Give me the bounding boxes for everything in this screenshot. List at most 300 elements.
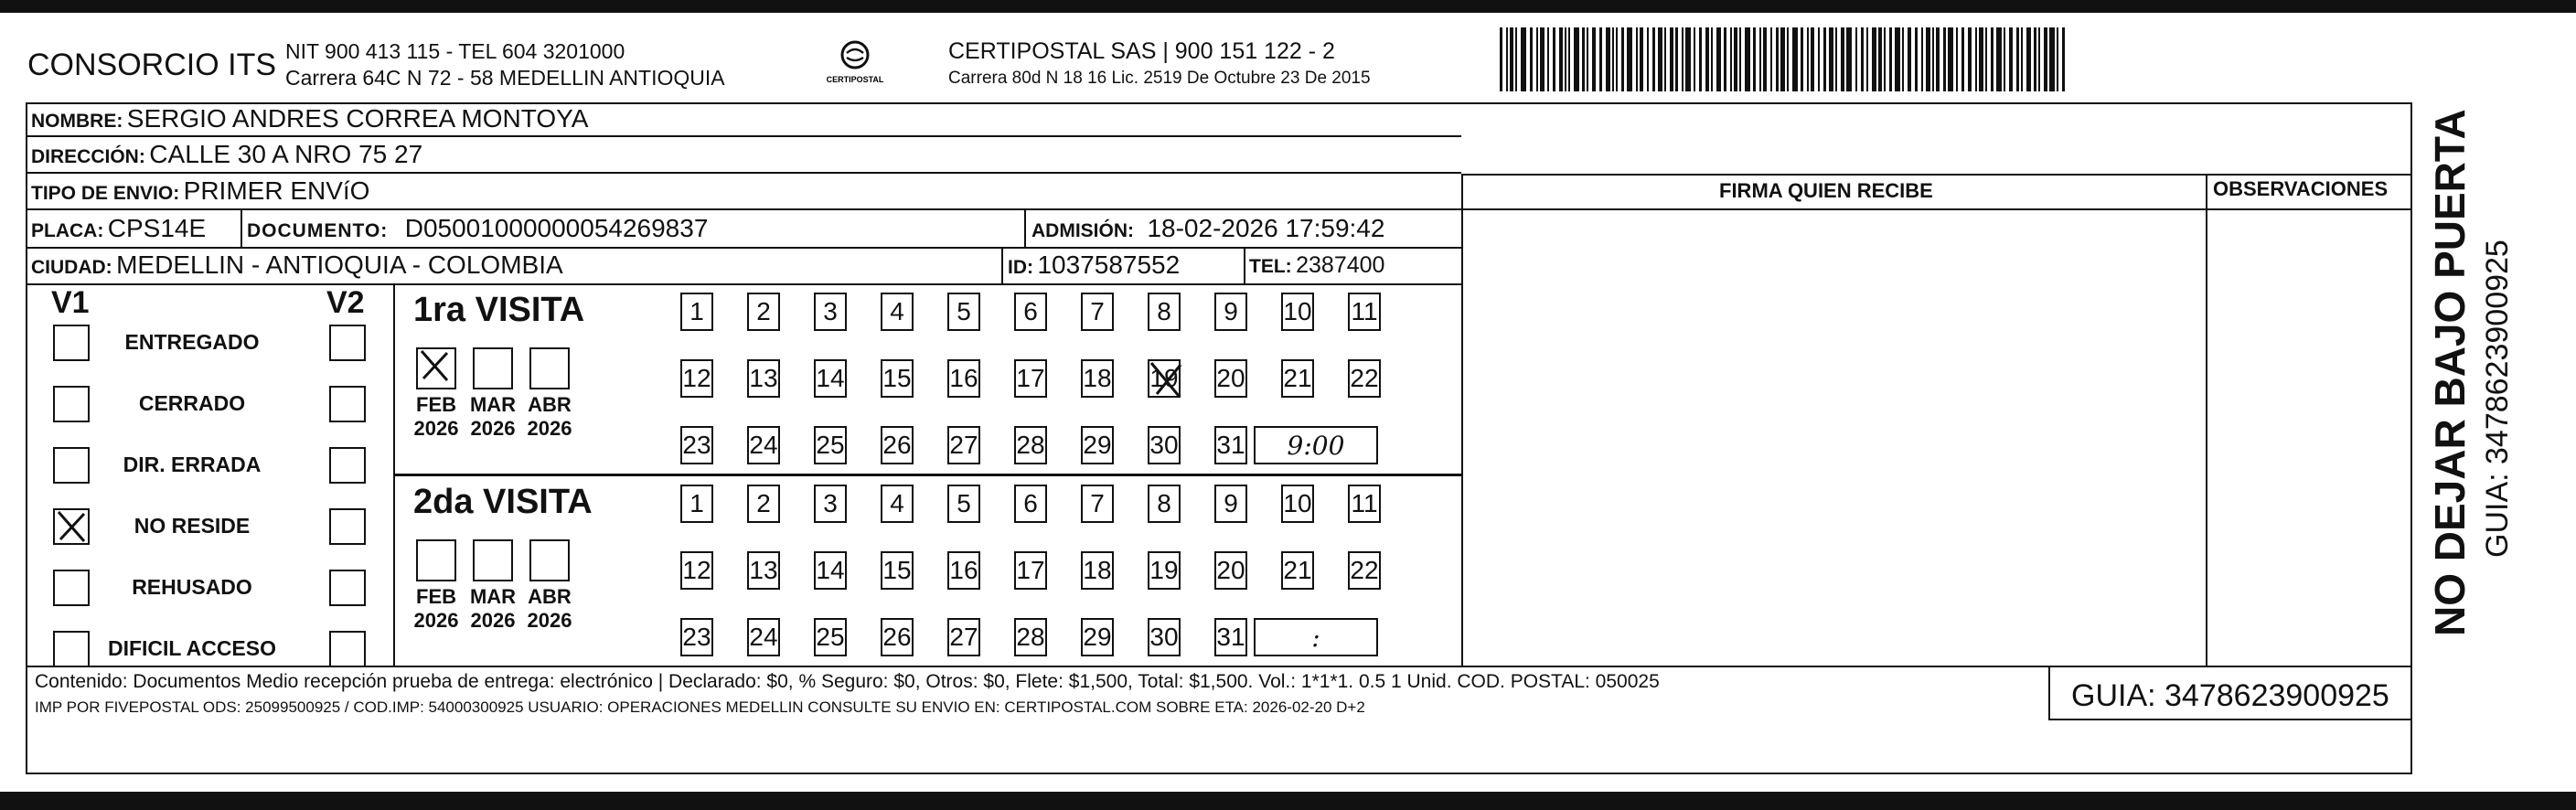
month-checkbox[interactable]: [416, 347, 456, 389]
month-label: [522, 393, 577, 441]
month-name: ABR: [528, 393, 572, 416]
barcode-bar: [1991, 27, 1993, 91]
month-label: [465, 585, 520, 633]
day-number: 17: [1016, 364, 1045, 392]
barcode-bar: [1975, 27, 1977, 91]
barcode-bar: [1664, 27, 1666, 91]
barcode-bar: [1568, 27, 1570, 91]
day-cell[interactable]: [1348, 293, 1381, 331]
v2-checkbox[interactable]: [329, 631, 366, 667]
day-number: 26: [882, 431, 912, 459]
month-label: [409, 585, 464, 633]
barcode-bar: [1699, 27, 1702, 91]
day-cell[interactable]: [1281, 359, 1314, 398]
barcode-bar: [1636, 27, 1638, 91]
ciudad-row: [31, 250, 563, 280]
footer-line-2: IMP POR FIVEPOSTAL ODS: 25099500925 / COD.IMP: 54000300925 USUARIO: OPERACIONES MEDELLIN CONSULTE SU ENVIO EN: CERTIPOSTAL.COM SOBRE ETA: 2026-02-20 D+2: [35, 698, 1365, 716]
day-cell[interactable]: [814, 485, 847, 523]
barcode-bar: [1565, 27, 1566, 91]
barcode-bar: [1616, 27, 1618, 91]
day-cell[interactable]: [814, 293, 847, 331]
day-number: 29: [1083, 431, 1112, 459]
barcode-bar: [1670, 27, 1673, 91]
barcode-bar: [1895, 27, 1900, 91]
barcode-bar: [1647, 27, 1649, 91]
tipo-value: PRIMER ENVíO: [183, 176, 370, 205]
barcode-bar: [1792, 27, 1798, 91]
day-number: 7: [1090, 489, 1105, 517]
barcode-bar: [2021, 27, 2023, 91]
day-cell[interactable]: [1148, 359, 1181, 398]
direccion-row: [31, 140, 422, 169]
carrier-line-2: Carrera 80d N 18 16 Lic. 2519 De Octubre 23 De 2015: [948, 69, 1371, 88]
day-number: 28: [1016, 623, 1045, 651]
carrier-info: [948, 38, 1371, 91]
day-number: 22: [1350, 556, 1379, 584]
day-number: 7: [1090, 297, 1105, 325]
v2-checkbox[interactable]: [329, 508, 366, 545]
day-number: 20: [1216, 556, 1245, 584]
barcode-bar: [1908, 27, 1911, 91]
admision-label: ADMISIÓN:: [1031, 220, 1134, 241]
direccion-label: DIRECCIÓN:: [31, 146, 145, 167]
time-box[interactable]: :: [1254, 618, 1378, 656]
day-cell[interactable]: [947, 359, 980, 398]
v1-header: V1: [51, 285, 90, 320]
month-name: FEB: [416, 585, 456, 608]
day-number: 12: [682, 556, 711, 584]
month-year: 2026: [470, 417, 516, 440]
month-name: MAR: [469, 585, 517, 608]
barcode-bar: [1559, 27, 1563, 91]
barcode-bar: [1734, 27, 1737, 91]
barcode-bar: [1515, 27, 1517, 91]
barcode-bar: [1841, 27, 1844, 91]
day-number: 13: [749, 364, 778, 392]
day-number: 8: [1157, 297, 1171, 325]
ciudad-value: MEDELLIN - ANTIOQUIA - COLOMBIA: [116, 250, 563, 279]
day-number: 1: [689, 297, 704, 325]
barcode-bar: [1547, 27, 1549, 91]
barcode-bar: [1540, 27, 1545, 91]
visit1-title: 1ra VISITA: [413, 291, 585, 329]
placa-value: CPS14E: [107, 214, 207, 242]
barcode-bar: [2004, 27, 2005, 91]
id-value: 1037587552: [1037, 250, 1181, 279]
firma-header: FIRMA QUIEN RECIBE: [1719, 179, 1933, 202]
day-cell[interactable]: [1214, 359, 1247, 398]
day-cell[interactable]: [1281, 485, 1314, 523]
v2-checkbox[interactable]: [329, 325, 366, 361]
barcode-bar: [1500, 27, 1502, 91]
day-number: 29: [1083, 623, 1112, 651]
day-number: 2: [756, 489, 771, 517]
day-cell[interactable]: [1081, 485, 1114, 523]
id-label: ID:: [1008, 257, 1033, 278]
barcode-bar: [1730, 27, 1732, 91]
day-number: 19: [1149, 556, 1179, 584]
v2-checkbox[interactable]: [329, 447, 366, 484]
barcode-bar: [1861, 27, 1864, 91]
day-cell[interactable]: [814, 426, 847, 464]
admision-row: [1031, 214, 1384, 243]
status-label: ENTREGADO: [124, 330, 260, 354]
day-number: 23: [682, 431, 711, 459]
day-cell[interactable]: [881, 618, 914, 656]
day-cell[interactable]: [680, 485, 713, 523]
day-cell[interactable]: [1014, 293, 1047, 331]
bottom-border: [0, 792, 2576, 810]
barcode-bar: [1884, 27, 1886, 91]
day-cell[interactable]: [1148, 551, 1181, 590]
side-guia: GUIA: 3478623900925: [2480, 240, 2515, 558]
day-cell[interactable]: [947, 485, 980, 523]
day-number: 13: [749, 556, 778, 584]
placa-label: PLACA:: [31, 220, 104, 241]
barcode-bar: [1627, 27, 1632, 91]
day-cell[interactable]: [1214, 551, 1247, 590]
day-cell[interactable]: [1214, 293, 1247, 331]
day-number: 9: [1224, 297, 1238, 325]
barcode-bar: [2049, 27, 2055, 91]
logo-text: CERTIPOSTAL: [826, 75, 884, 84]
day-number: 21: [1283, 364, 1312, 392]
day-cell[interactable]: [814, 551, 847, 590]
day-cell[interactable]: [747, 359, 780, 398]
day-cell[interactable]: [1348, 485, 1381, 523]
barcode-bar: [1705, 27, 1709, 91]
day-number: 22: [1350, 364, 1379, 392]
day-number: 18: [1083, 364, 1112, 392]
barcode: [1500, 27, 2231, 91]
day-number: 20: [1216, 364, 1245, 392]
day-number: 30: [1149, 623, 1179, 651]
nombre-value: SERGIO ANDRES CORREA MONTOYA: [126, 104, 589, 133]
barcode-bar: [1599, 27, 1602, 91]
barcode-bar: [2044, 27, 2047, 91]
day-number: 5: [957, 297, 971, 325]
barcode-bar: [1926, 27, 1930, 91]
day-number: 28: [1016, 431, 1045, 459]
nombre-row: [31, 104, 588, 133]
v2-header: V2: [326, 285, 365, 320]
barcode-bar: [1936, 27, 1940, 91]
day-number: 17: [1016, 556, 1045, 584]
day-cell[interactable]: [881, 426, 914, 464]
day-cell[interactable]: [1214, 618, 1247, 656]
barcode-bar: [1961, 27, 1964, 91]
status-label: DIR. ERRADA: [123, 453, 262, 476]
day-number: 31: [1216, 623, 1245, 651]
month-label: [409, 393, 464, 441]
company-line-1: NIT 900 413 115 - TEL 604 3201000: [285, 39, 625, 63]
day-number: 24: [749, 623, 778, 651]
day-number: 6: [1023, 297, 1038, 325]
barcode-bar: [1855, 27, 1857, 91]
day-cell[interactable]: [814, 359, 847, 398]
day-cell[interactable]: [1081, 551, 1114, 590]
barcode-bar: [1818, 27, 1820, 91]
day-number: 23: [682, 623, 711, 651]
barcode-bar: [1753, 27, 1756, 91]
month-year: 2026: [413, 609, 459, 632]
day-number: 6: [1023, 489, 1038, 517]
barcode-bar: [1621, 27, 1624, 91]
barcode-bar: [2057, 27, 2058, 91]
barcode-bar: [1979, 27, 1983, 91]
v2-checkbox[interactable]: [329, 570, 366, 606]
day-cell[interactable]: [1014, 618, 1047, 656]
day-cell[interactable]: [680, 293, 713, 331]
day-cell[interactable]: [1081, 426, 1114, 464]
day-number: 25: [816, 623, 845, 651]
barcode-bar: [1872, 27, 1876, 91]
day-cell[interactable]: [1014, 359, 1047, 398]
day-number: 27: [949, 431, 978, 459]
day-cell[interactable]: [947, 426, 980, 464]
day-cell[interactable]: [881, 359, 914, 398]
day-cell[interactable]: [747, 618, 780, 656]
month-label: [522, 585, 577, 633]
day-number: 14: [816, 364, 845, 392]
footer-guia: GUIA: 3478623900925: [2071, 678, 2389, 713]
day-number: 21: [1283, 556, 1312, 584]
observaciones-header: OBSERVACIONES: [2213, 177, 2389, 200]
day-cell[interactable]: [747, 426, 780, 464]
barcode-bar: [1770, 27, 1772, 91]
day-number: 19: [1149, 364, 1179, 392]
month-name: ABR: [528, 585, 572, 608]
day-number: 1: [689, 489, 704, 517]
day-cell[interactable]: [881, 551, 914, 590]
barcode-bar: [1889, 27, 1892, 91]
barcode-bar: [1640, 27, 1643, 91]
barcode-bar: [1658, 27, 1662, 91]
certipostal-logo: [823, 35, 887, 99]
nombre-label: NOMBRE:: [31, 111, 123, 132]
admision-value: 18-02-2026 17:59:42: [1147, 214, 1385, 242]
day-cell[interactable]: [1148, 293, 1181, 331]
day-number: 18: [1083, 556, 1112, 584]
day-cell[interactable]: [1014, 551, 1047, 590]
tel-value: 2387400: [1296, 252, 1385, 278]
day-cell[interactable]: [1281, 551, 1314, 590]
day-number: 3: [823, 297, 838, 325]
barcode-bar: [1985, 27, 1987, 91]
day-number: 9: [1224, 489, 1238, 517]
status-label: REHUSADO: [132, 575, 252, 599]
barcode-bar: [1759, 27, 1761, 91]
barcode-bar: [1606, 27, 1610, 91]
day-cell[interactable]: [947, 618, 980, 656]
day-cell[interactable]: [947, 551, 980, 590]
day-number: 15: [882, 556, 912, 584]
day-number: 31: [1216, 431, 1245, 459]
day-cell[interactable]: [1148, 426, 1181, 464]
top-border: [0, 0, 2576, 13]
id-row: [1008, 250, 1180, 280]
day-cell[interactable]: [1348, 359, 1381, 398]
barcode-bar: [1652, 27, 1655, 91]
day-cell[interactable]: [1214, 485, 1247, 523]
day-cell[interactable]: [680, 618, 713, 656]
company-info: [285, 38, 725, 91]
day-cell[interactable]: [1148, 618, 1181, 656]
barcode-bar: [1582, 27, 1585, 91]
day-cell[interactable]: [747, 551, 780, 590]
day-cell[interactable]: [1014, 485, 1047, 523]
month-name: MAR: [469, 393, 517, 416]
barcode-bar: [1829, 27, 1833, 91]
month-name: FEB: [416, 393, 456, 416]
day-cell[interactable]: [747, 485, 780, 523]
barcode-bar: [1823, 27, 1826, 91]
day-number: 10: [1283, 489, 1312, 517]
barcode-bar: [1675, 27, 1678, 91]
day-number: 8: [1157, 489, 1171, 517]
month-year: 2026: [470, 609, 516, 632]
day-number: 11: [1351, 489, 1378, 517]
barcode-bar: [1587, 27, 1588, 91]
company-line-2: Carrera 64C N 72 - 58 MEDELLIN ANTIOQUIA: [285, 66, 725, 90]
day-cell[interactable]: [680, 551, 713, 590]
barcode-bar: [2062, 27, 2065, 91]
day-number: 27: [949, 623, 978, 651]
month-year: 2026: [413, 417, 459, 440]
day-number: 16: [949, 556, 978, 584]
barcode-bar: [1956, 27, 1958, 91]
barcode-bar: [2026, 27, 2031, 91]
barcode-bar: [1745, 27, 1750, 91]
day-cell[interactable]: [947, 293, 980, 331]
barcode-bar: [1574, 27, 1579, 91]
day-cell[interactable]: [680, 426, 713, 464]
visit2-title: 2da VISITA: [413, 483, 593, 521]
side-warning: NO DEJAR BAJO PUERTA: [2426, 109, 2474, 636]
v2-checkbox[interactable]: [329, 386, 366, 422]
tipo-row: [31, 176, 369, 206]
barcode-bar: [2009, 27, 2013, 91]
day-number: 10: [1283, 297, 1312, 325]
day-cell[interactable]: [1081, 618, 1114, 656]
month-checkbox[interactable]: [529, 539, 570, 581]
status-label: CERRADO: [138, 391, 246, 415]
company-name: CONSORCIO ITS: [27, 48, 277, 82]
month-label: [465, 393, 520, 441]
barcode-bar: [1902, 27, 1904, 91]
barcode-bar: [1716, 27, 1721, 91]
barcode-bar: [1943, 27, 1946, 91]
documento-value: D05001000000054269837: [404, 214, 709, 242]
carrier-line-1: CERTIPOSTAL SAS | 900 151 122 - 2: [948, 38, 1335, 64]
ciudad-label: CIUDAD:: [31, 257, 112, 278]
barcode-bar: [1787, 27, 1789, 91]
tel-label: TEL:: [1249, 256, 1292, 277]
day-number: 2: [756, 297, 771, 325]
barcode-bar: [1592, 27, 1596, 91]
barcode-bar: [1763, 27, 1767, 91]
barcode-bar: [1530, 27, 1533, 91]
day-cell[interactable]: [1014, 426, 1047, 464]
day-number: 14: [816, 556, 845, 584]
month-checkbox[interactable]: [529, 347, 570, 389]
day-cell[interactable]: [1214, 426, 1247, 464]
day-number: 4: [890, 489, 904, 517]
barcode-bar: [1780, 27, 1785, 91]
status-label: DIFICIL ACCESO: [107, 636, 276, 660]
day-number: 26: [882, 623, 912, 651]
month-checkbox[interactable]: [473, 539, 513, 581]
barcode-bar: [1739, 27, 1741, 91]
day-cell[interactable]: [1348, 551, 1381, 590]
barcode-bar: [1835, 27, 1837, 91]
barcode-bar: [1996, 27, 2002, 91]
day-number: 12: [682, 364, 711, 392]
footer-line-1: Contenido: Documentos Medio recepción prueba de entrega: electrónico | Declarado: $0, % Seguro: $0, Otros: $0, Flete: $1,500, Total: $1,500. Vol.: 1*1*1. 0.5 1 Unid. COD. POSTAL: 050025: [35, 671, 1660, 692]
barcode-bar: [1921, 27, 1923, 91]
month-checkbox[interactable]: [473, 347, 513, 389]
barcode-bar: [1510, 27, 1513, 91]
barcode-bar: [1612, 27, 1614, 91]
barcode-bar: [1932, 27, 1934, 91]
barcode-bar: [1776, 27, 1779, 91]
barcode-bar: [1536, 27, 1538, 91]
day-cell[interactable]: [680, 359, 713, 398]
barcode-bar: [1694, 27, 1695, 91]
day-number: 15: [882, 364, 912, 392]
barcode-bar: [1553, 27, 1555, 91]
barcode-bar: [1811, 27, 1814, 91]
barcode-bar: [1521, 27, 1526, 91]
day-cell[interactable]: [1081, 359, 1114, 398]
day-number: 11: [1351, 297, 1378, 325]
day-cell[interactable]: [1281, 293, 1314, 331]
barcode-bar: [1682, 27, 1683, 91]
day-cell[interactable]: [881, 293, 914, 331]
day-number: 16: [949, 364, 978, 392]
barcode-bar: [1724, 27, 1726, 91]
day-cell[interactable]: [747, 293, 780, 331]
placa-row: [31, 214, 206, 243]
time-box[interactable]: 9:00: [1254, 426, 1378, 464]
month-checkbox[interactable]: [416, 539, 456, 581]
day-number: 24: [749, 431, 778, 459]
day-cell[interactable]: [814, 618, 847, 656]
month-year: 2026: [527, 417, 572, 440]
barcode-bar: [1866, 27, 1868, 91]
day-number: 3: [823, 489, 838, 517]
barcode-bar: [2016, 27, 2019, 91]
documento-label: DOCUMENTO:: [247, 220, 389, 241]
day-number: 5: [957, 489, 971, 517]
day-cell[interactable]: [1148, 485, 1181, 523]
barcode-bar: [1846, 27, 1852, 91]
barcode-bar: [1948, 27, 1953, 91]
tipo-label: TIPO DE ENVIO:: [31, 183, 180, 204]
direccion-value: CALLE 30 A NRO 75 27: [149, 140, 423, 168]
barcode-bar: [1915, 27, 1918, 91]
barcode-bar: [1506, 27, 1508, 91]
day-cell[interactable]: [1081, 293, 1114, 331]
barcode-bar: [1711, 27, 1713, 91]
day-cell[interactable]: [881, 485, 914, 523]
barcode-bar: [1968, 27, 1972, 91]
barcode-bar: [1807, 27, 1809, 91]
documento-row: [247, 214, 708, 243]
day-number: 4: [890, 297, 904, 325]
barcode-bar: [1685, 27, 1691, 91]
day-number: 25: [816, 431, 845, 459]
